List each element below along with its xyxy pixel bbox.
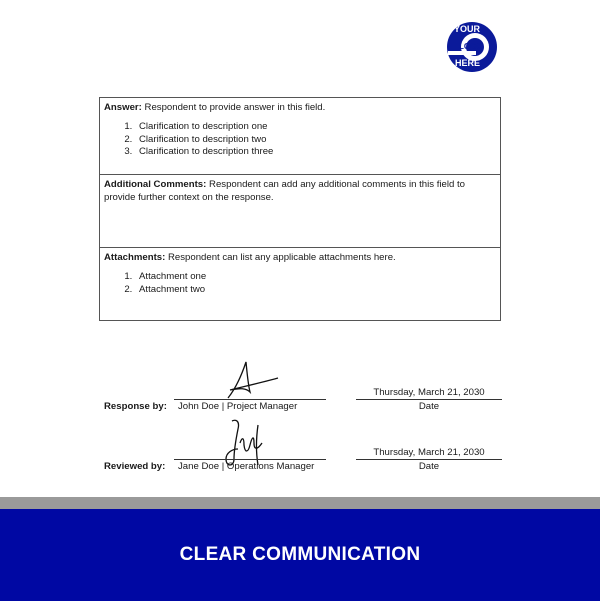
attachments-label: Attachments: [104, 252, 166, 263]
svg-text:HERE: HERE [455, 58, 481, 68]
svg-text:LOGO: LOGO [459, 42, 483, 51]
reviewed-date: Thursday, March 21, 2030 [373, 447, 485, 458]
company-logo [446, 21, 498, 73]
comments-label: Additional Comments: [104, 179, 207, 190]
list-item: 2. Clarification to description two [135, 134, 496, 147]
response-signature [216, 358, 286, 402]
response-signature-line [174, 399, 326, 400]
attachments-section [100, 248, 500, 322]
response-date-line [356, 399, 502, 400]
response-date: Thursday, March 21, 2030 [373, 387, 485, 398]
attachments-text: Respondent can list any applicable attachments here. [165, 252, 396, 263]
response-label: Response by: [104, 401, 167, 412]
comments-text: Respondent can add any additional comments in this field to provide further context on the response. [104, 179, 466, 203]
answer-list [104, 121, 496, 159]
list-item: 1. Attachment one [135, 271, 496, 284]
answer-text: Respondent to provide answer in this field. [141, 102, 326, 113]
reviewed-name: Jane Doe | Operations Manager [178, 461, 315, 472]
reviewed-date-line [356, 459, 502, 460]
list-item: 2. Attachment two [135, 284, 496, 297]
list-item: 3. Clarification to description three [135, 146, 496, 159]
answer-section [100, 98, 500, 175]
comments-section [100, 175, 500, 248]
footer-banner: CLEAR COMMUNICATION [0, 509, 600, 601]
reviewed-signature-line [174, 459, 326, 460]
response-name: John Doe | Project Manager [178, 401, 298, 412]
reviewed-date-label: Date [418, 461, 440, 472]
list-item: 1. Clarification to description one [135, 121, 496, 134]
reviewed-label: Reviewed by: [104, 461, 166, 472]
divider-bar [0, 497, 600, 509]
attachments-list [104, 271, 496, 296]
response-form [99, 97, 501, 321]
answer-label: Answer: [104, 102, 142, 113]
svg-text:YOUR: YOUR [454, 24, 481, 34]
response-date-label: Date [418, 401, 440, 412]
